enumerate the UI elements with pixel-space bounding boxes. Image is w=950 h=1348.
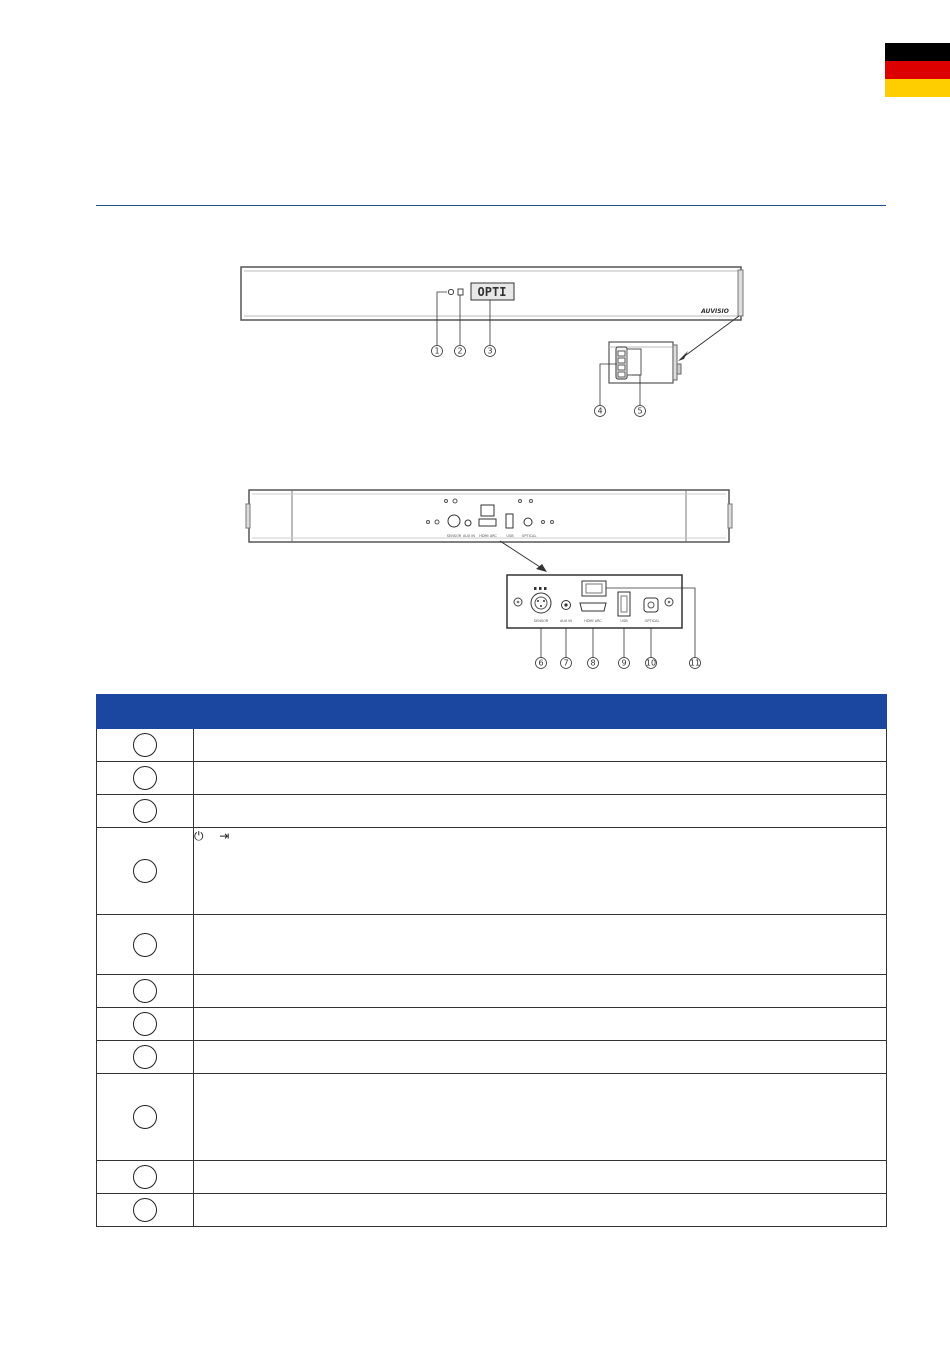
front-callouts: [432, 346, 496, 357]
callout-4: 4: [597, 406, 603, 416]
port-label-usb: USB: [620, 619, 628, 623]
table-row: [97, 1161, 887, 1194]
callout-6: 6: [538, 658, 544, 668]
soundbar-rear-view: [246, 490, 732, 542]
aux-port-small: [465, 520, 471, 526]
callout-9: 9: [621, 658, 627, 668]
rear-callouts: [536, 658, 701, 669]
volume-up-button: [618, 365, 625, 370]
rear-panel-detail: [507, 575, 695, 658]
number-circle: [133, 859, 157, 883]
port-label-optical: OPTICAL: [644, 619, 660, 623]
callout-3: 3: [487, 346, 493, 356]
port-label-aux-in: AUX IN: [559, 619, 573, 623]
hdmi-arc-port: [580, 603, 606, 611]
usb-port-small: [506, 514, 513, 528]
callout-10: 10: [645, 658, 657, 668]
number-circle: [133, 1165, 157, 1189]
number-circle: [133, 1045, 157, 1069]
callout-8: 8: [590, 658, 596, 668]
table-row: [97, 762, 887, 795]
source-button: [618, 358, 625, 363]
soundbar-side-detail: [600, 342, 681, 406]
table-row: [97, 795, 887, 828]
callout-1: 1: [434, 346, 440, 356]
power-source-icons: ⏻ ⇥: [194, 829, 236, 843]
port-label-hdmi-arc: HDMI ARC: [584, 619, 602, 623]
description-cell: [194, 795, 887, 828]
legend-header: [97, 695, 887, 729]
callout-5: 5: [637, 406, 643, 416]
table-row: [97, 915, 887, 975]
soundbar-front-view: [241, 267, 743, 346]
description-cell: [194, 828, 887, 915]
description-cell: [194, 915, 887, 975]
number-circle: [133, 1012, 157, 1036]
power-button: [618, 351, 625, 356]
display-text: OPTI: [477, 285, 507, 299]
description-cell: [194, 1161, 887, 1194]
table-row: [97, 828, 887, 915]
callout-7: 7: [563, 658, 569, 668]
table-row: [97, 729, 887, 762]
port-label-sensor: SENSOR: [533, 619, 549, 623]
number-circle: [133, 933, 157, 957]
description-cell: [194, 1194, 887, 1227]
callout-11: 11: [689, 658, 701, 668]
port-label-small-sensor: SENSOR: [446, 534, 462, 538]
table-row: [97, 975, 887, 1008]
description-cell: [194, 729, 887, 762]
sensor-port-small: [448, 515, 460, 527]
number-circle: [133, 799, 157, 823]
brand-logo: AUVISIO: [701, 308, 729, 315]
description-cell: [194, 1008, 887, 1041]
port-label-small-hdmi: HDMI ARC: [479, 534, 497, 538]
legend-table: [96, 694, 887, 1227]
volume-down-button: [618, 372, 625, 377]
number-circle: [133, 1198, 157, 1222]
number-circle: [133, 1105, 157, 1129]
ir-sensor: [458, 289, 463, 295]
port-label-small-optical: OPTICAL: [521, 534, 537, 538]
number-circle: [133, 733, 157, 757]
side-callouts: [595, 406, 646, 417]
number-circle: [133, 766, 157, 790]
optical-port-small: [524, 518, 532, 526]
number-circle: [133, 979, 157, 1003]
callout-2: 2: [457, 346, 463, 356]
port-label-small-aux: AUX IN: [462, 534, 476, 538]
port-label-small-usb: USB: [506, 534, 514, 538]
table-row: [97, 1194, 887, 1227]
description-cell: [194, 1074, 887, 1161]
led-indicator: [448, 289, 453, 294]
table-row: [97, 1008, 887, 1041]
hdmi-port-small: [479, 519, 496, 526]
description-cell: [194, 762, 887, 795]
table-row: [97, 1074, 887, 1161]
table-row: [97, 1041, 887, 1074]
description-cell: [194, 1041, 887, 1074]
description-cell: [194, 975, 887, 1008]
